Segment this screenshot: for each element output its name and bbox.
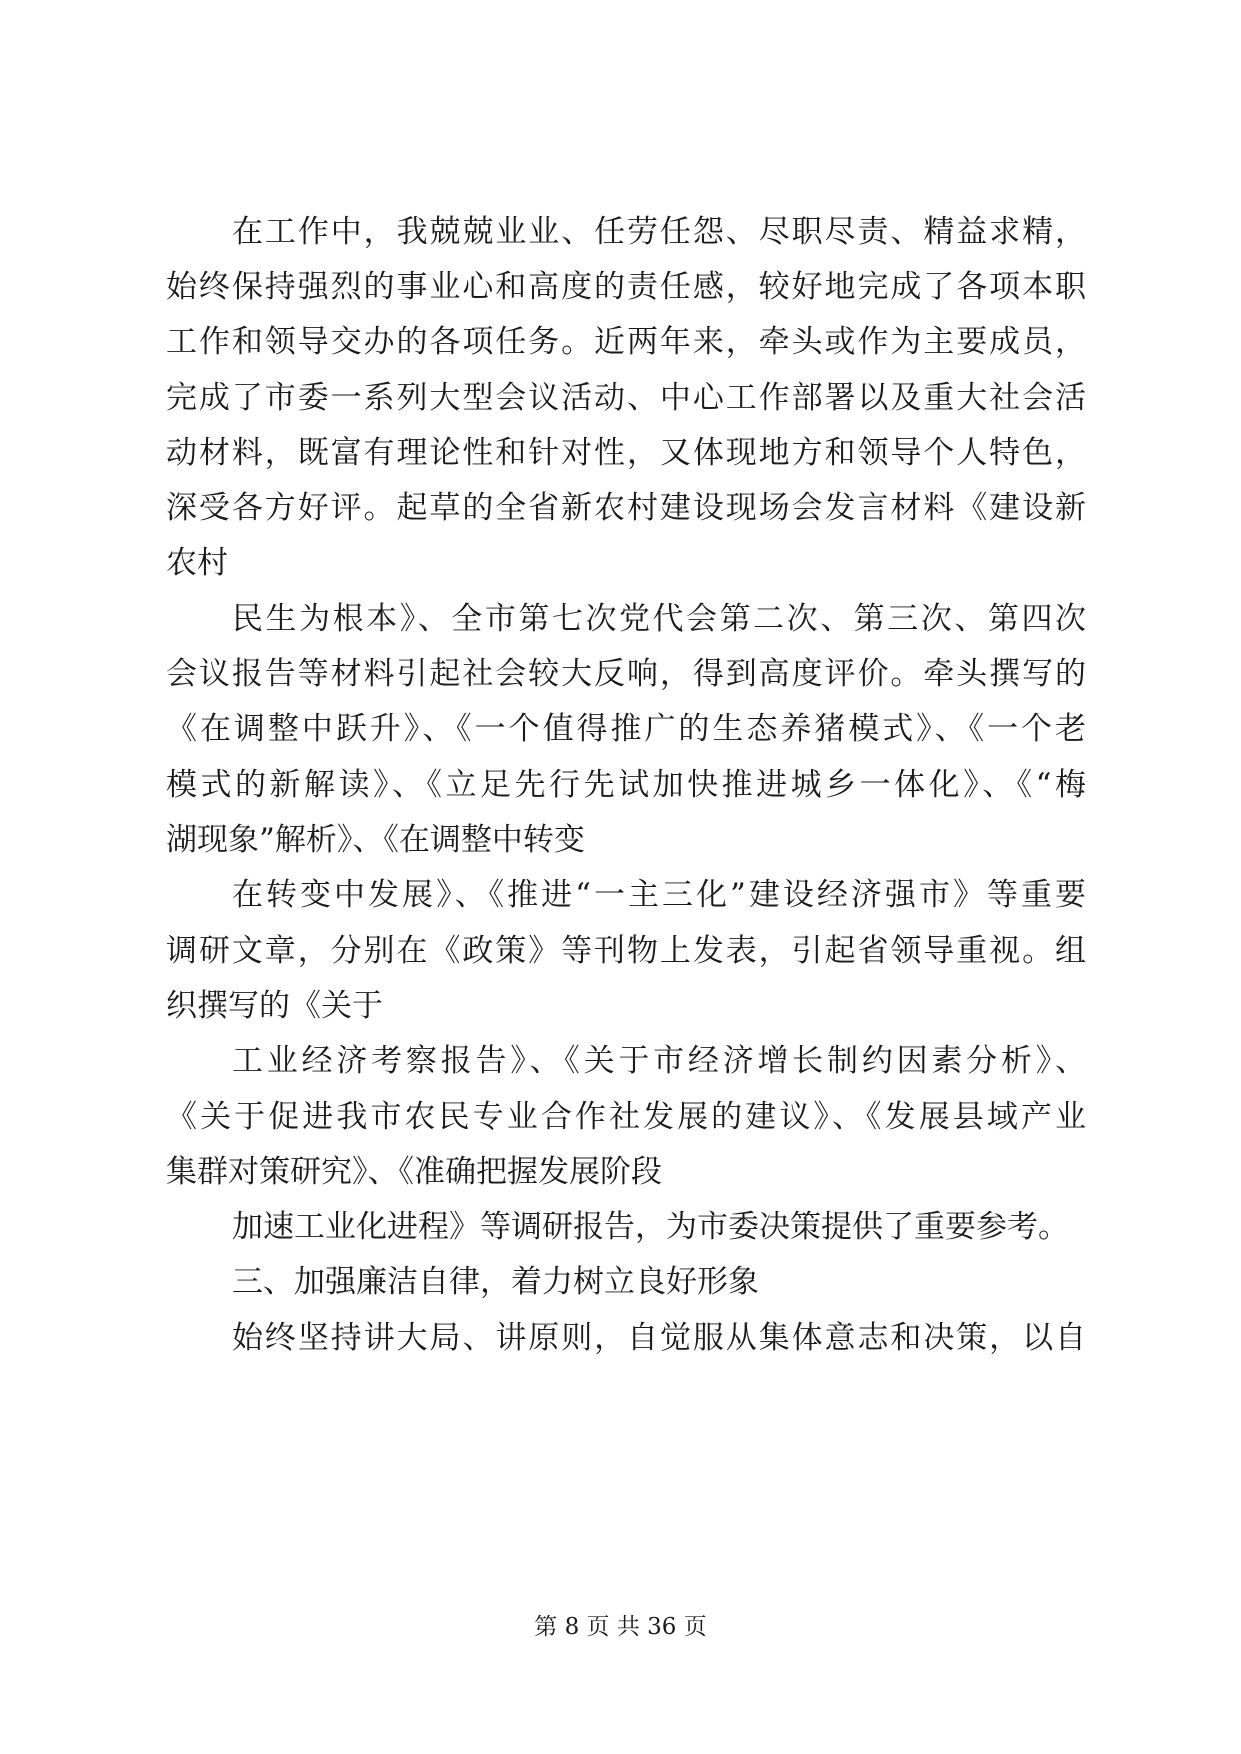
body-line: 会议报告等材料引起社会较大反响，得到高度评价。牵头撰写的 [166, 656, 1086, 692]
body-line: 集群对策研究》、《准确把握发展阶段 [166, 1154, 662, 1190]
body-line: 民生为根本》、全市第七次党代会第二次、第三次、第四次 [232, 601, 1086, 637]
body-line: 加速工业化进程》等调研报告，为市委决策提供了重要参考。 [232, 1209, 1069, 1245]
body-line: 始终坚持讲大局、讲原则，自觉服从集体意志和决策，以自 [232, 1320, 1086, 1356]
body-line: 湖现象”解析》、《在调整中转变 [166, 822, 585, 858]
page-number-footer: 第 8 页 共 36 页 [534, 1614, 707, 1640]
body-line: 始终保持强烈的事业心和高度的责任感，较好地完成了各项本职 [166, 269, 1086, 305]
body-line: 在转变中发展》、《推进“一主三化”建设经济强市》等重要 [232, 877, 1086, 913]
section-heading: 三、加强廉洁自律，着力树立良好形象 [232, 1264, 759, 1300]
body-line: 模式的新解读》、《立足先行先试加快推进城乡一体化》、《“梅 [166, 767, 1086, 803]
body-line: 《关于促进我市农民专业合作社发展的建议》、《发展县域产业 [166, 1099, 1086, 1135]
body-line: 深受各方好评。起草的全省新农村建设现场会发言材料《建设新 [166, 490, 1086, 526]
body-line: 动材料，既富有理论性和针对性，又体现地方和领导个人特色， [166, 435, 1086, 471]
body-line: 织撰写的《关于 [166, 988, 383, 1024]
body-line: 在工作中，我兢兢业业、任劳任怨、尽职尽责、精益求精， [232, 214, 1086, 250]
body-line: 《在调整中跃升》、《一个值得推广的生态养猪模式》、《一个老 [166, 711, 1086, 747]
body-line: 调研文章，分别在《政策》等刊物上发表，引起省领导重视。组 [166, 933, 1086, 969]
body-line: 工业经济考察报告》、《关于市经济增长制约因素分析》、 [232, 1043, 1086, 1079]
body-line: 工作和领导交办的各项任务。近两年来，牵头或作为主要成员， [166, 324, 1086, 360]
body-line: 农村 [166, 545, 228, 581]
body-line: 完成了市委一系列大型会议活动、中心工作部署以及重大社会活 [166, 380, 1086, 416]
